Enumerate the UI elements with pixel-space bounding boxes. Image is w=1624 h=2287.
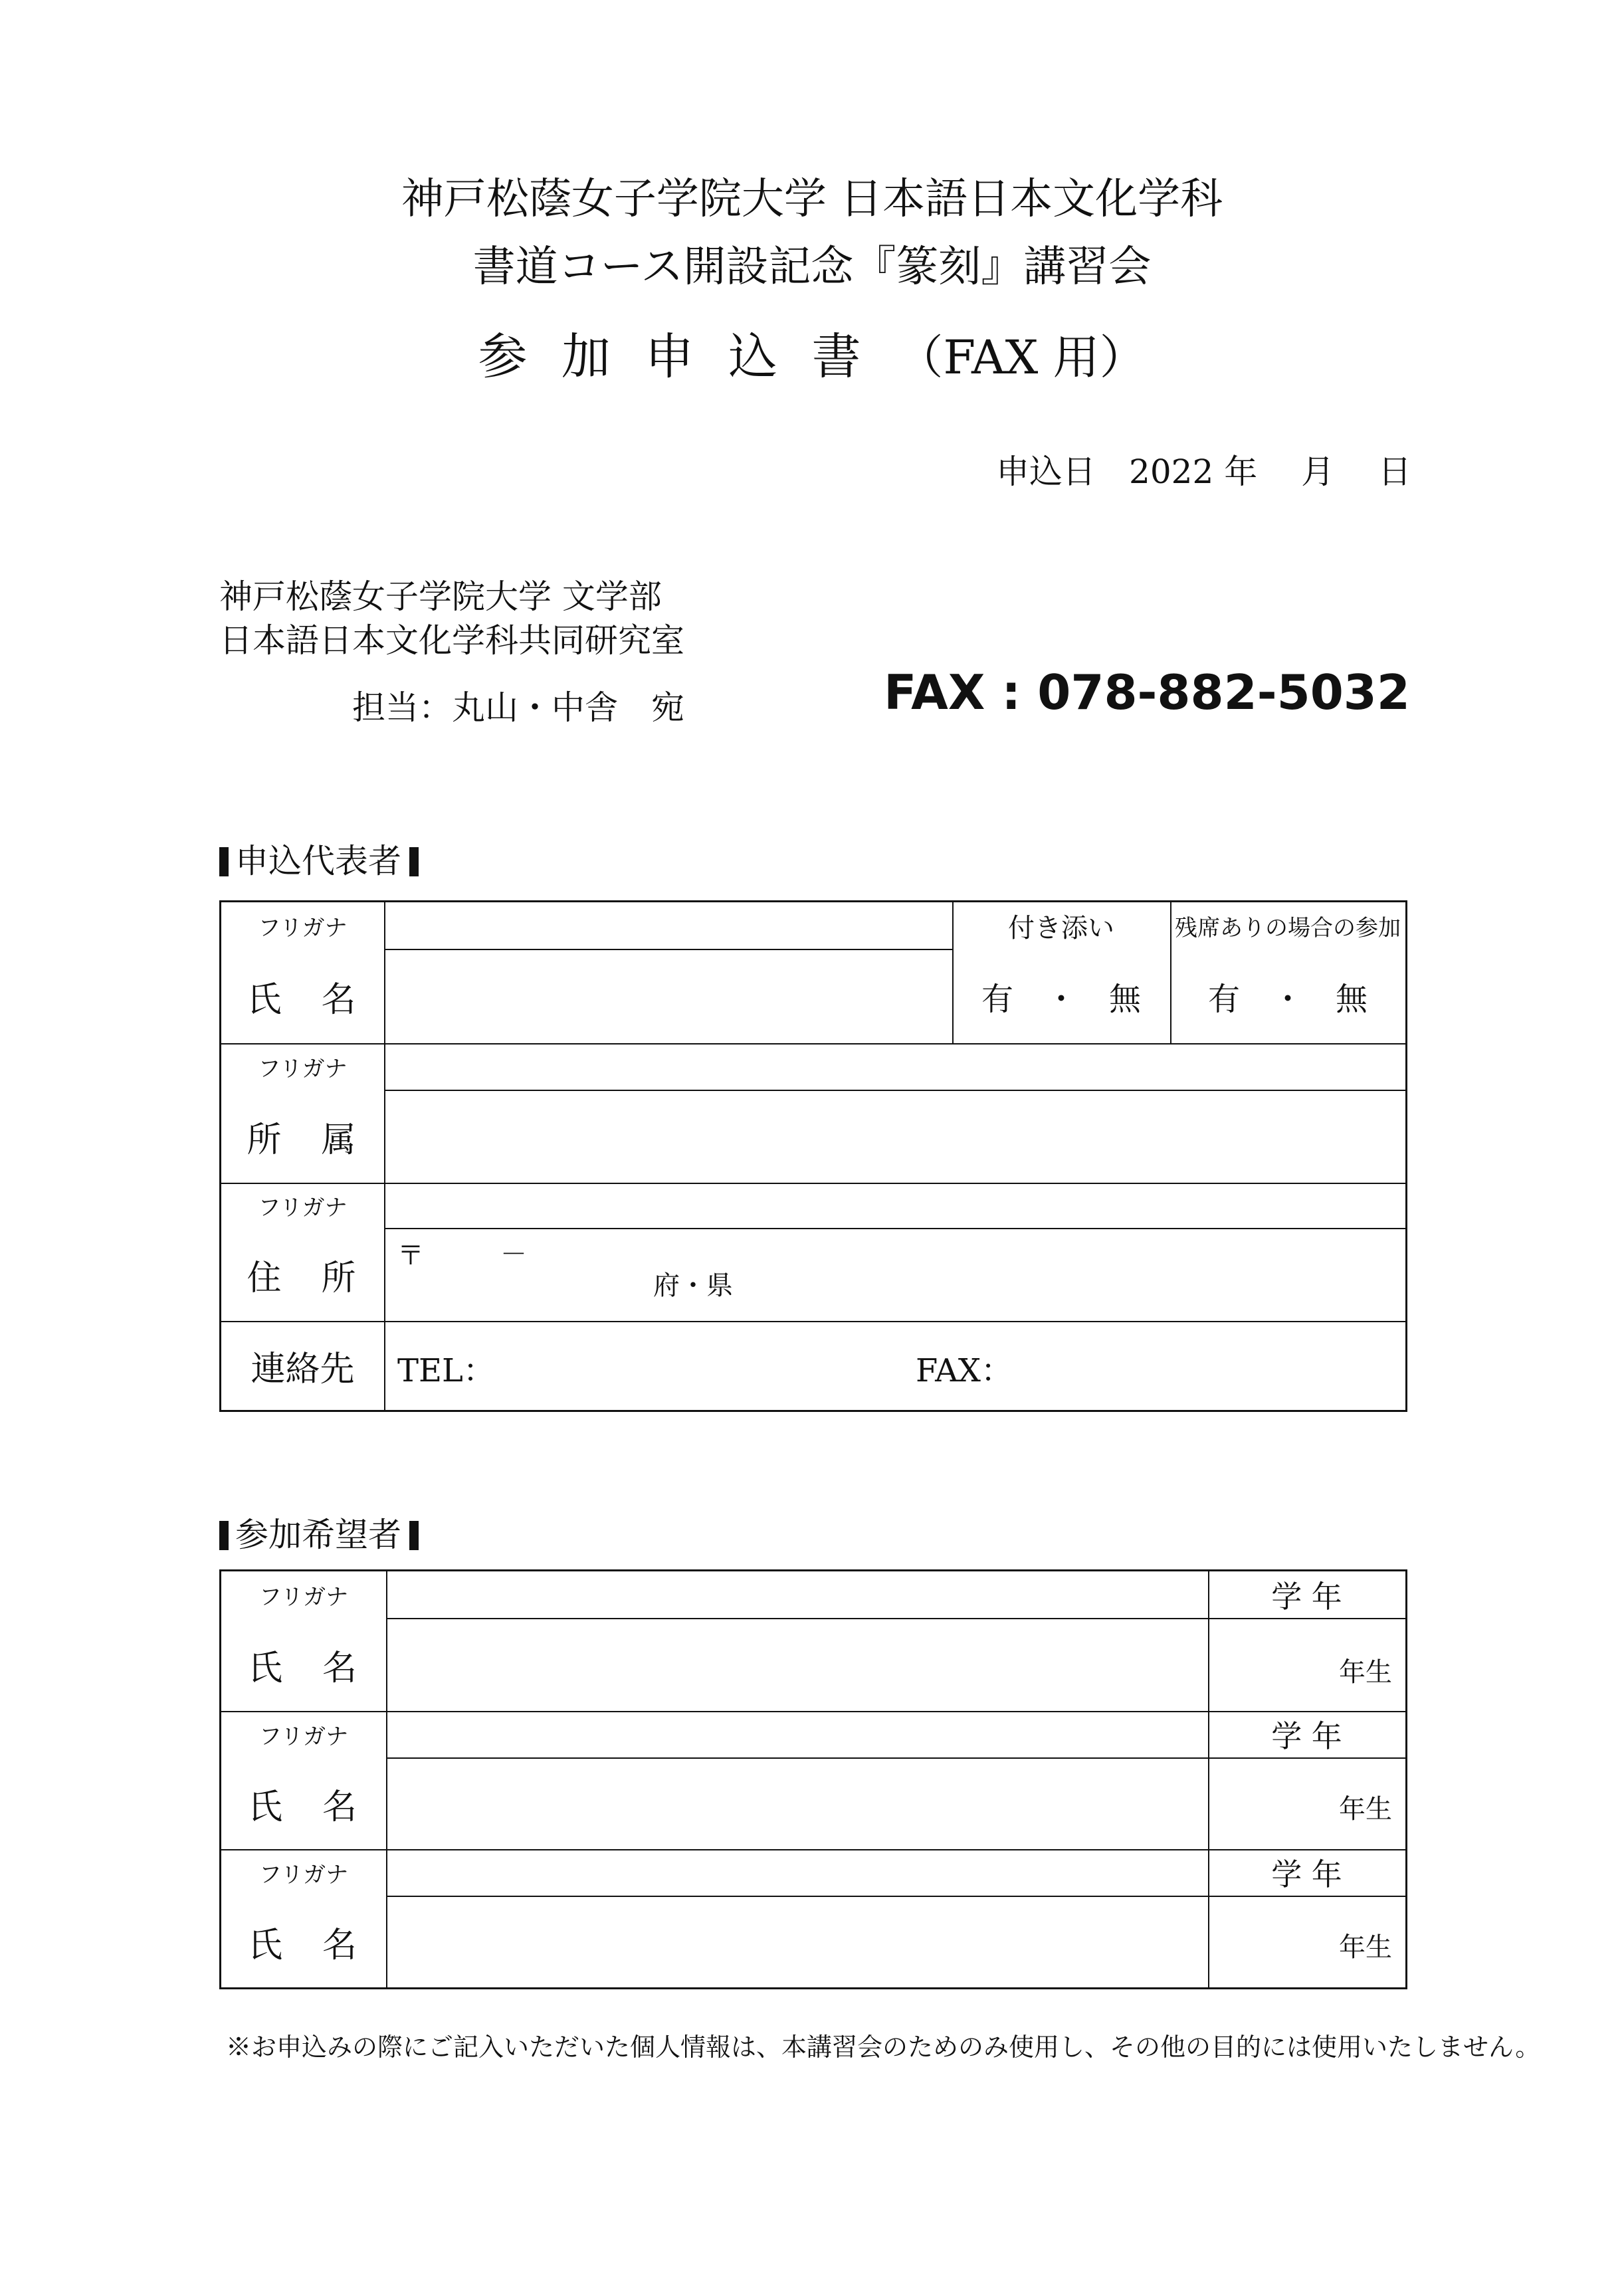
rep-furigana-label-3: フリガナ	[258, 1194, 348, 1221]
rep-row-line-3	[384, 1090, 1405, 1091]
rep-contact-label: 連絡先	[251, 1349, 355, 1389]
tel-label: TEL：	[397, 1352, 495, 1389]
part2-furigana-field[interactable]	[389, 1714, 1205, 1756]
rep-furigana-label-2: フリガナ	[258, 1055, 348, 1082]
rep-row-line-4	[221, 1183, 1405, 1184]
rep-col-divider	[384, 902, 385, 1410]
rep-escort-choice[interactable]: 有 ・ 無	[981, 980, 1141, 1018]
part1-name-field[interactable]	[389, 1621, 1205, 1710]
section-marker-left	[219, 847, 229, 876]
part-col-divider	[386, 1571, 387, 1987]
part3-grade-field[interactable]	[1211, 1898, 1331, 1986]
rep-row-line-2	[221, 1043, 1405, 1044]
part2-grade-suffix: 年生	[1339, 1794, 1392, 1825]
part3-name-field[interactable]	[389, 1898, 1205, 1986]
part1-grade-field[interactable]	[1211, 1621, 1331, 1710]
section-marker-right	[409, 1521, 419, 1550]
part1-grade-suffix: 年生	[1339, 1657, 1392, 1688]
part3-name-label: 氏 名	[247, 1925, 359, 1965]
part1-furigana-label: フリガナ	[258, 1583, 349, 1611]
part3-grade-header: 学 年	[1271, 1856, 1342, 1892]
rep-absence-choice[interactable]: 有 ・ 無	[1207, 980, 1368, 1018]
representative-section-title	[219, 835, 419, 882]
fax-label: FAX：	[916, 1352, 1013, 1389]
part3-furigana-field[interactable]	[389, 1852, 1205, 1894]
postal-mark: 〒	[397, 1241, 424, 1271]
destination-line1: 神戸松蔭女子学院大学 文学部	[219, 577, 662, 616]
application-date: 申込日 2022 年 月 日	[996, 452, 1411, 491]
rep-affiliation-field[interactable]	[387, 1092, 1404, 1181]
part3-grade-suffix: 年生	[1339, 1932, 1392, 1963]
participants-section-title	[219, 1508, 419, 1556]
rep-furigana-label-1: フリガナ	[258, 914, 348, 942]
destination-contact: 担当：丸山・中舎 宛	[352, 688, 684, 727]
rep-row-line-6	[221, 1321, 1405, 1322]
rep-tel-field[interactable]	[500, 1328, 899, 1405]
form-title-suffix: （FAX 用）	[896, 330, 1146, 385]
rep-escort-header: 付き添い	[1008, 912, 1114, 944]
rep-address-furigana-field[interactable]	[387, 1185, 1404, 1227]
part-row-line-1	[386, 1618, 1405, 1619]
section-marker-left	[219, 1521, 229, 1550]
part1-furigana-field[interactable]	[389, 1574, 1205, 1617]
postal-dash: －	[500, 1239, 527, 1270]
representative-table	[219, 900, 1407, 1412]
rep-address-field[interactable]	[387, 1231, 1404, 1320]
participants-section-label: 参加希望者	[235, 1516, 401, 1554]
header-title-line1: 神戸松蔭女子学院大学 日本語日本文化学科	[401, 175, 1223, 224]
rep-furigana-field[interactable]	[387, 905, 950, 947]
prefecture-label: 府・県	[653, 1270, 733, 1301]
rep-affiliation-furigana-field[interactable]	[387, 1046, 1404, 1088]
part3-furigana-label: フリガナ	[258, 1861, 349, 1888]
part2-grade-header: 学 年	[1271, 1718, 1342, 1754]
rep-row-line-1	[384, 949, 952, 950]
destination-fax: FAX : 078-882-5032	[884, 664, 1410, 720]
part2-name-label: 氏 名	[247, 1787, 359, 1827]
rep-name-field[interactable]	[387, 951, 950, 1042]
rep-address-label: 住 所	[247, 1258, 359, 1298]
representative-section-label: 申込代表者	[235, 842, 401, 880]
rep-row-line-5	[384, 1228, 1405, 1229]
form-title-main: 参 加 申 込 書	[478, 328, 870, 385]
part1-grade-header: 学 年	[1271, 1579, 1342, 1615]
part-grade-divider	[1208, 1571, 1209, 1987]
section-marker-right	[409, 847, 419, 876]
part2-furigana-label: フリガナ	[258, 1723, 349, 1750]
rep-name-label: 氏 名	[247, 979, 359, 1020]
header-title-line2: 書道コース開設記念『篆刻』講習会	[472, 243, 1152, 292]
part-row-line-3	[386, 1757, 1405, 1759]
rep-absence-header: 残席ありの場合の参加	[1175, 914, 1401, 942]
part1-name-label: 氏 名	[247, 1648, 359, 1688]
form-title	[0, 318, 1624, 388]
part2-grade-field[interactable]	[1211, 1760, 1331, 1848]
privacy-note: ※お申込みの際にご記入いただいた個人情報は、本講習会のためのみ使用し、その他の目的には使用いたしません。	[226, 2033, 1541, 2062]
part-row-line-5	[386, 1896, 1405, 1897]
destination-line2: 日本語日本文化学科共同研究室	[219, 621, 684, 660]
rep-affiliation-label: 所 属	[247, 1120, 359, 1160]
rep-fax-field[interactable]	[1019, 1328, 1397, 1405]
part2-name-field[interactable]	[389, 1760, 1205, 1848]
participants-table	[219, 1569, 1407, 1989]
